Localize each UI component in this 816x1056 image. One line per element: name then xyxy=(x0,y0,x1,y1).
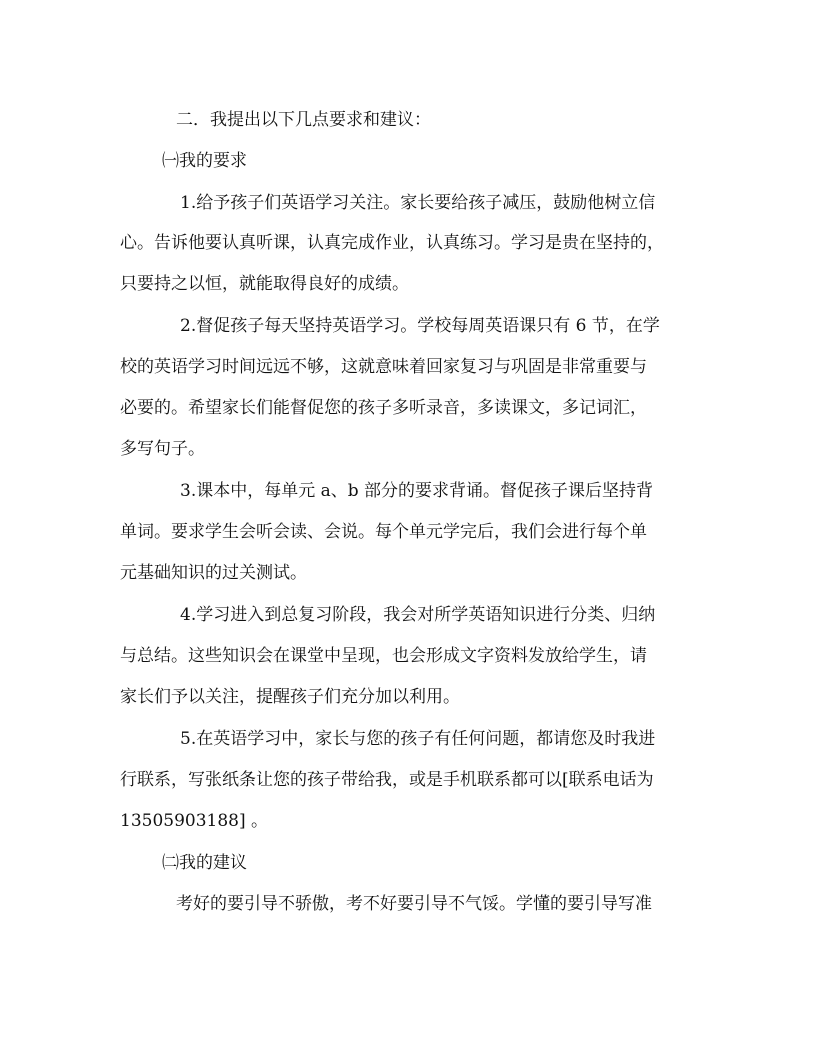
item1-line3: 只要持之以恒，就能取得良好的成绩。 xyxy=(120,274,409,294)
item4-line2: 与总结。这些知识会在课堂中呈现，也会形成文字资料发放给学生，请 xyxy=(120,646,647,666)
sub-heading-requirements: ㈠我的要求 xyxy=(162,151,247,171)
item3-line2: 单词。要求学生会听会读、会说。每个单元学完后，我们会进行每个单 xyxy=(120,522,647,542)
item2-line4: 多写句子。 xyxy=(120,439,205,459)
sub-heading-suggestions: ㈡我的建议 xyxy=(162,853,247,873)
item2-line1: 2.督促孩子每天坚持英语学习。学校每周英语课只有 6 节，在学 xyxy=(180,316,660,336)
item3-line3: 元基础知识的过关测试。 xyxy=(120,563,307,583)
advice-line1: 考好的要引导不骄傲，考不好要引导不气馁。学懂的要引导写准 xyxy=(176,894,652,914)
section-heading: 二．我提出以下几点要求和建议： xyxy=(176,110,431,130)
item5-line2: 行联系，写张纸条让您的孩子带给我，或是手机联系都可以[联系电话为 xyxy=(120,770,654,790)
item3-line1: 3.课本中，每单元 a、b 部分的要求背诵。督促孩子课后坚持背 xyxy=(180,481,654,501)
item1-line2: 心。告诉他要认真听课，认真完成作业，认真练习。学习是贵在坚持的， xyxy=(120,233,664,253)
item5-line1: 5.在英语学习中，家长与您的孩子有任何问题，都请您及时我进 xyxy=(180,729,656,749)
item2-line2: 校的英语学习时间远远不够，这就意味着回家复习与巩固是非常重要与 xyxy=(120,357,647,377)
item5-line3: 13505903188] 。 xyxy=(120,811,269,831)
item2-line3: 必要的。希望家长们能督促您的孩子多听录音，多读课文，多记词汇， xyxy=(120,398,647,418)
item1-line1: 1.给予孩子们英语学习关注。家长要给孩子减压，鼓励他树立信 xyxy=(180,193,656,213)
item4-line3: 家长们予以关注，提醒孩子们充分加以利用。 xyxy=(120,687,460,707)
item4-line1: 4.学习进入到总复习阶段，我会对所学英语知识进行分类、归纳 xyxy=(180,605,656,625)
